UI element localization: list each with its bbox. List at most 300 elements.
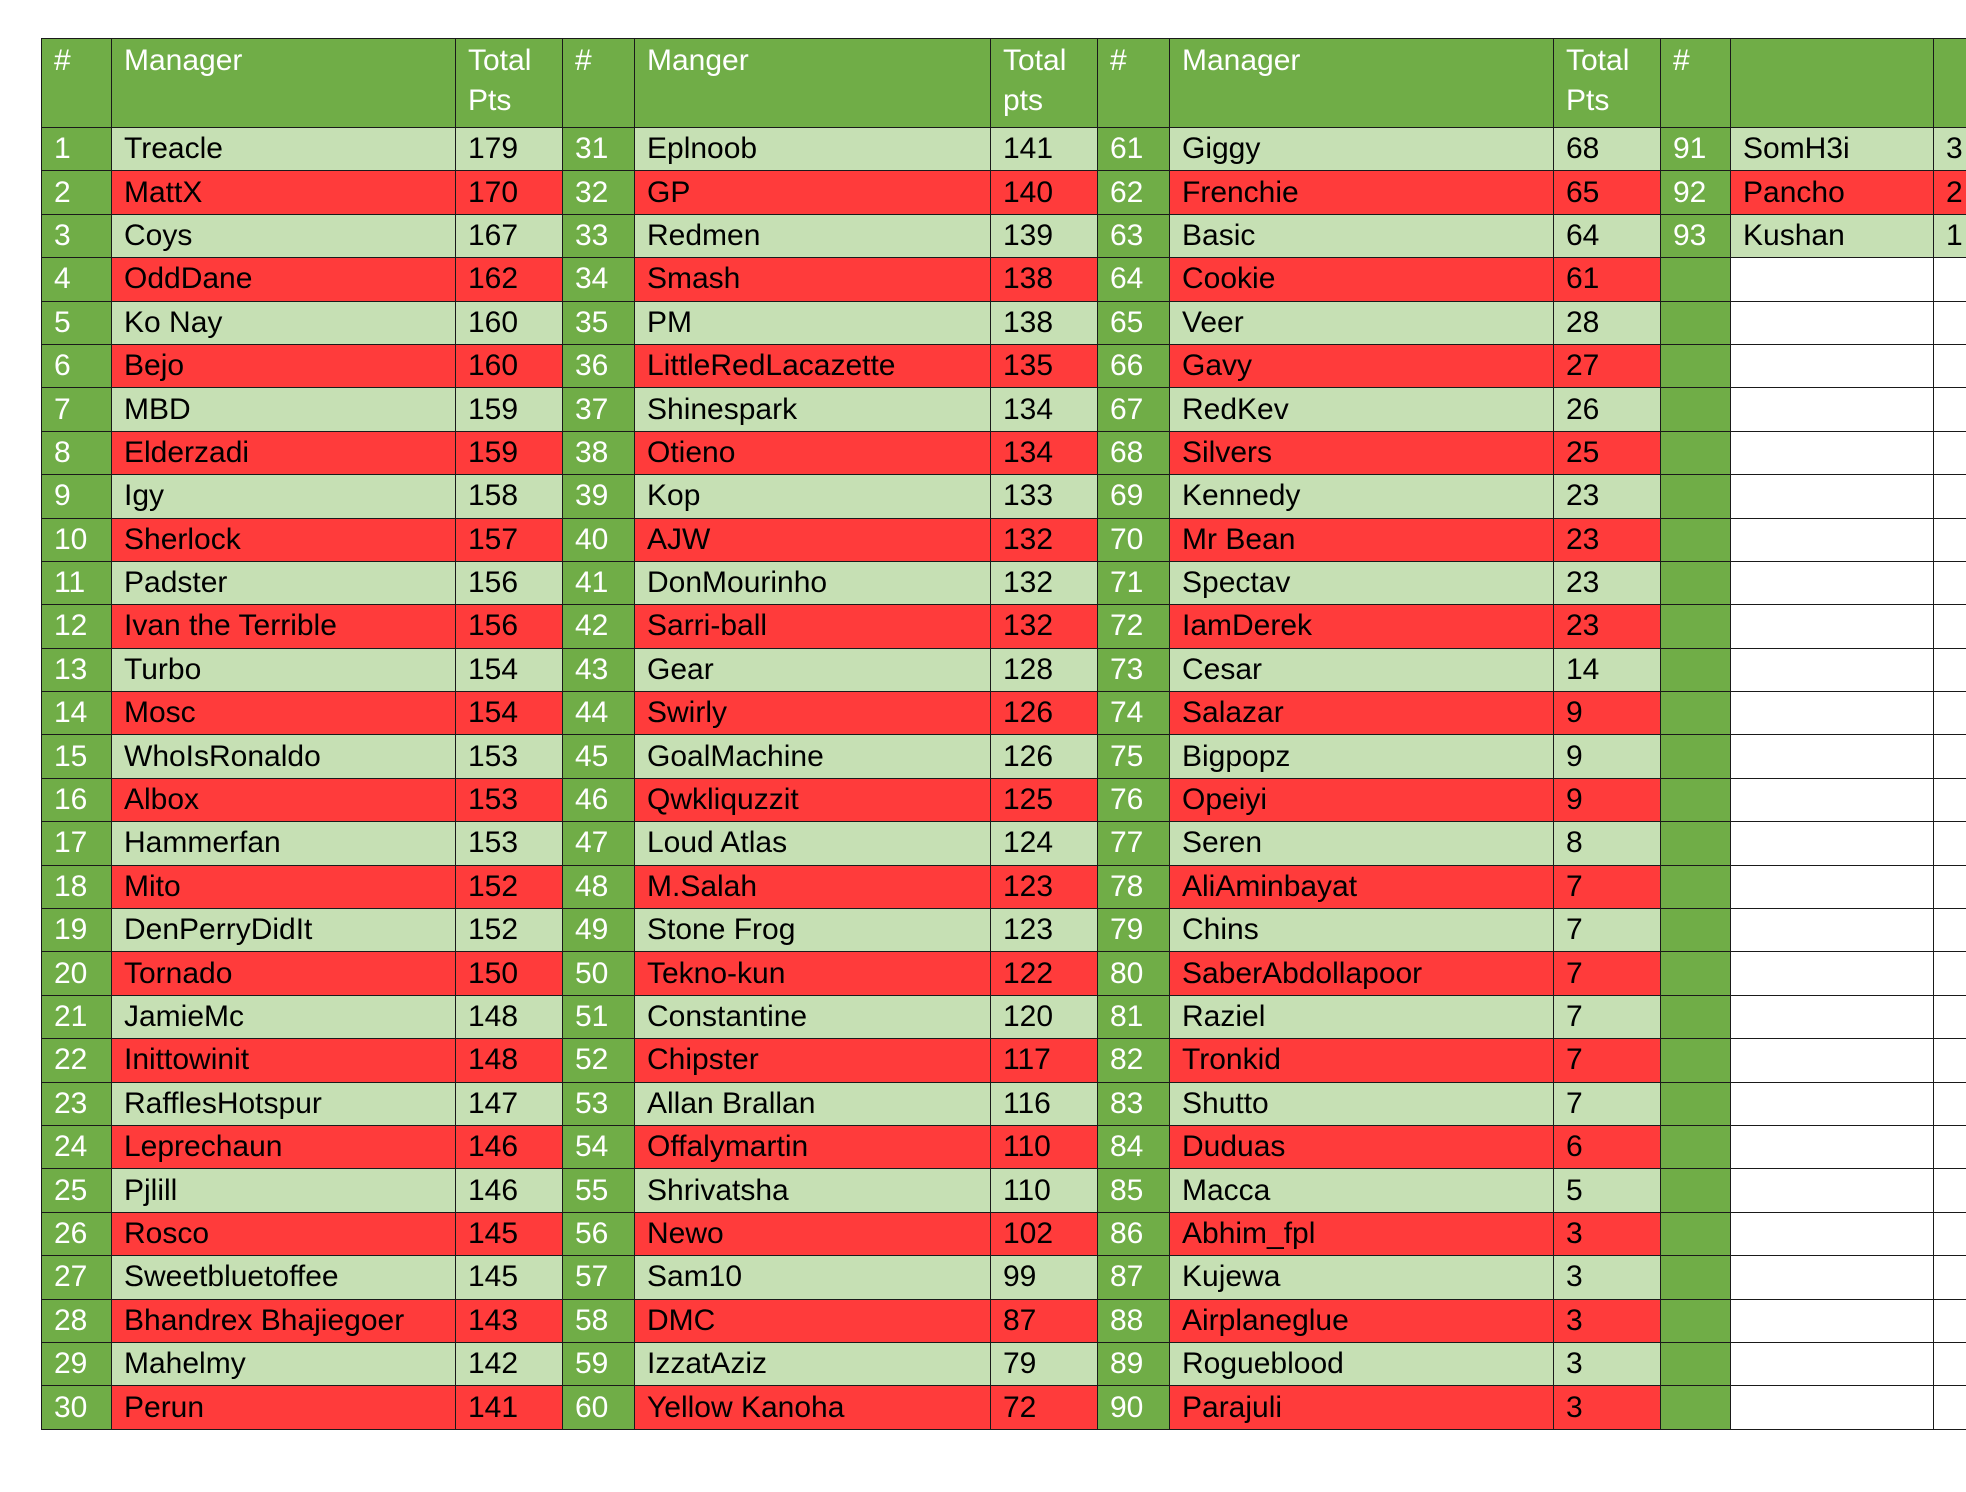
points-cell: 147 [456, 1082, 563, 1125]
points-cell: 153 [456, 735, 563, 778]
manager-cell: Salazar [1170, 692, 1554, 735]
empty-cell [1731, 1386, 1934, 1429]
points-cell: 158 [456, 475, 563, 518]
rank-cell: 31 [563, 128, 635, 171]
empty-cell [1731, 692, 1934, 735]
points-cell: 152 [456, 865, 563, 908]
empty-cell [1934, 1169, 1966, 1212]
rank-cell: 19 [42, 909, 112, 952]
manager-cell: DonMourinho [635, 561, 991, 604]
empty-cell [1661, 1299, 1731, 1342]
points-cell: 123 [991, 909, 1098, 952]
manager-cell: Spectav [1170, 561, 1554, 604]
table-row [42, 1039, 1966, 1082]
manager-cell: Rosco [112, 1212, 456, 1255]
rank-cell: 80 [1098, 952, 1170, 995]
points-cell: 170 [456, 171, 563, 214]
rank-cell: 63 [1098, 214, 1170, 257]
empty-cell [1731, 344, 1934, 387]
points-cell: 72 [991, 1386, 1098, 1429]
rank-cell: 86 [1098, 1212, 1170, 1255]
rank-cell: 57 [563, 1256, 635, 1299]
points-cell: 152 [456, 909, 563, 952]
rank-cell: 84 [1098, 1125, 1170, 1168]
manager-cell: Raziel [1170, 995, 1554, 1038]
empty-cell [1934, 1256, 1966, 1299]
points-cell: 148 [456, 1039, 563, 1082]
rank-cell: 73 [1098, 648, 1170, 691]
points-cell: 159 [456, 388, 563, 431]
manager-cell: Chins [1170, 909, 1554, 952]
empty-cell [1934, 344, 1966, 387]
table-row [42, 1125, 1966, 1168]
empty-cell [1934, 258, 1966, 301]
points-cell: 146 [456, 1169, 563, 1212]
points-cell: 132 [991, 518, 1098, 561]
points-cell: 124 [991, 822, 1098, 865]
manager-cell: IamDerek [1170, 605, 1554, 648]
empty-cell [1661, 909, 1731, 952]
empty-cell [1661, 258, 1731, 301]
manager-cell: MBD [112, 388, 456, 431]
manager-cell: M.Salah [635, 865, 991, 908]
rank-cell: 92 [1661, 171, 1731, 214]
points-cell: 5 [1554, 1169, 1661, 1212]
empty-cell [1934, 822, 1966, 865]
rank-cell: 10 [42, 518, 112, 561]
manager-cell: Cesar [1170, 648, 1554, 691]
table-row [42, 518, 1966, 561]
rank-cell: 17 [42, 822, 112, 865]
points-cell: 133 [991, 475, 1098, 518]
points-cell: 140 [991, 171, 1098, 214]
manager-cell: Sam10 [635, 1256, 991, 1299]
header-rank-1: # [42, 39, 112, 128]
rank-cell: 22 [42, 1039, 112, 1082]
rank-cell: 21 [42, 995, 112, 1038]
empty-cell [1934, 648, 1966, 691]
points-cell: 9 [1554, 735, 1661, 778]
points-cell: 3 [1554, 1256, 1661, 1299]
points-cell: 7 [1554, 1082, 1661, 1125]
empty-cell [1731, 778, 1934, 821]
empty-cell [1661, 475, 1731, 518]
empty-cell [1934, 1386, 1966, 1429]
header-rank-4: # [1661, 39, 1731, 128]
empty-cell [1934, 735, 1966, 778]
empty-cell [1731, 865, 1934, 908]
header-row [42, 39, 1966, 128]
empty-cell [1661, 605, 1731, 648]
empty-cell [1934, 605, 1966, 648]
table-body [42, 128, 1966, 1430]
manager-cell: Shinespark [635, 388, 991, 431]
manager-cell: Pjlill [112, 1169, 456, 1212]
rank-cell: 38 [563, 431, 635, 474]
manager-cell: Kop [635, 475, 991, 518]
points-cell: 126 [991, 692, 1098, 735]
points-cell: 143 [456, 1299, 563, 1342]
manager-cell: JamieMc [112, 995, 456, 1038]
table-row [42, 952, 1966, 995]
manager-cell: Shutto [1170, 1082, 1554, 1125]
empty-cell [1731, 1082, 1934, 1125]
empty-cell [1661, 1256, 1731, 1299]
manager-cell: Redmen [635, 214, 991, 257]
empty-cell [1731, 301, 1934, 344]
manager-cell: Chipster [635, 1039, 991, 1082]
empty-cell [1934, 1082, 1966, 1125]
empty-cell [1731, 1256, 1934, 1299]
manager-cell: Basic [1170, 214, 1554, 257]
rank-cell: 85 [1098, 1169, 1170, 1212]
manager-cell: GP [635, 171, 991, 214]
manager-cell: Qwkliquzzit [635, 778, 991, 821]
rank-cell: 30 [42, 1386, 112, 1429]
rank-cell: 64 [1098, 258, 1170, 301]
manager-cell: Shrivatsha [635, 1169, 991, 1212]
header-rank-2: # [563, 39, 635, 128]
manager-cell: Bhandrex Bhajiegoer [112, 1299, 456, 1342]
manager-cell: IzzatAziz [635, 1342, 991, 1385]
empty-cell [1731, 909, 1934, 952]
table-row [42, 1299, 1966, 1342]
manager-cell: Smash [635, 258, 991, 301]
table-row [42, 431, 1966, 474]
empty-cell [1661, 1039, 1731, 1082]
manager-cell: Padster [112, 561, 456, 604]
empty-cell [1934, 909, 1966, 952]
manager-cell: SaberAbdollapoor [1170, 952, 1554, 995]
points-cell: 150 [456, 952, 563, 995]
rank-cell: 36 [563, 344, 635, 387]
empty-cell [1934, 1299, 1966, 1342]
manager-cell: DMC [635, 1299, 991, 1342]
manager-cell: PM [635, 301, 991, 344]
rank-cell: 42 [563, 605, 635, 648]
manager-cell: SomH3i [1731, 128, 1934, 171]
manager-cell: Perun [112, 1386, 456, 1429]
points-cell: 135 [991, 344, 1098, 387]
points-cell: 134 [991, 388, 1098, 431]
rank-cell: 8 [42, 431, 112, 474]
manager-cell: Constantine [635, 995, 991, 1038]
rank-cell: 4 [42, 258, 112, 301]
manager-cell: Bejo [112, 344, 456, 387]
manager-cell: Macca [1170, 1169, 1554, 1212]
rank-cell: 47 [563, 822, 635, 865]
manager-cell: Bigpopz [1170, 735, 1554, 778]
points-cell: 139 [991, 214, 1098, 257]
rank-cell: 62 [1098, 171, 1170, 214]
manager-cell: RafflesHotspur [112, 1082, 456, 1125]
rank-cell: 11 [42, 561, 112, 604]
manager-cell: Giggy [1170, 128, 1554, 171]
points-cell: 23 [1554, 518, 1661, 561]
points-cell: 7 [1554, 952, 1661, 995]
empty-cell [1731, 388, 1934, 431]
manager-cell: Treacle [112, 128, 456, 171]
manager-cell: Hammerfan [112, 822, 456, 865]
manager-cell: Mahelmy [112, 1342, 456, 1385]
manager-cell: Kujewa [1170, 1256, 1554, 1299]
rank-cell: 75 [1098, 735, 1170, 778]
rank-cell: 79 [1098, 909, 1170, 952]
empty-cell [1934, 1342, 1966, 1385]
table-row [42, 171, 1966, 214]
points-cell: 110 [991, 1169, 1098, 1212]
empty-cell [1661, 431, 1731, 474]
rank-cell: 27 [42, 1256, 112, 1299]
rank-cell: 87 [1098, 1256, 1170, 1299]
manager-cell: Frenchie [1170, 171, 1554, 214]
empty-cell [1731, 518, 1934, 561]
manager-cell: Turbo [112, 648, 456, 691]
rank-cell: 28 [42, 1299, 112, 1342]
empty-cell [1731, 258, 1934, 301]
manager-cell: Gear [635, 648, 991, 691]
rank-cell: 33 [563, 214, 635, 257]
rank-cell: 41 [563, 561, 635, 604]
empty-cell [1934, 431, 1966, 474]
points-cell: 23 [1554, 475, 1661, 518]
manager-cell: Veer [1170, 301, 1554, 344]
manager-cell: Mr Bean [1170, 518, 1554, 561]
rank-cell: 89 [1098, 1342, 1170, 1385]
points-cell: 28 [1554, 301, 1661, 344]
rank-cell: 53 [563, 1082, 635, 1125]
empty-cell [1934, 301, 1966, 344]
rank-cell: 14 [42, 692, 112, 735]
rank-cell: 50 [563, 952, 635, 995]
table-row [42, 865, 1966, 908]
points-cell: 79 [991, 1342, 1098, 1385]
manager-cell: AliAminbayat [1170, 865, 1554, 908]
table-row [42, 344, 1966, 387]
empty-cell [1731, 605, 1934, 648]
points-cell: 145 [456, 1212, 563, 1255]
manager-cell: RedKev [1170, 388, 1554, 431]
manager-cell: DenPerryDidIt [112, 909, 456, 952]
table-row [42, 561, 1966, 604]
manager-cell: LittleRedLacazette [635, 344, 991, 387]
rank-cell: 81 [1098, 995, 1170, 1038]
empty-cell [1731, 995, 1934, 1038]
points-cell: 116 [991, 1082, 1098, 1125]
points-cell: 7 [1554, 909, 1661, 952]
manager-cell: Offalymartin [635, 1125, 991, 1168]
points-cell: 117 [991, 1039, 1098, 1082]
empty-cell [1661, 692, 1731, 735]
table-row [42, 1169, 1966, 1212]
manager-cell: Duduas [1170, 1125, 1554, 1168]
points-cell: 128 [991, 648, 1098, 691]
empty-cell [1934, 1212, 1966, 1255]
empty-cell [1731, 822, 1934, 865]
rank-cell: 93 [1661, 214, 1731, 257]
manager-cell: Kennedy [1170, 475, 1554, 518]
points-cell: 146 [456, 1125, 563, 1168]
points-cell: 9 [1554, 778, 1661, 821]
rank-cell: 82 [1098, 1039, 1170, 1082]
manager-cell: GoalMachine [635, 735, 991, 778]
rank-cell: 3 [42, 214, 112, 257]
table-row [42, 735, 1966, 778]
rank-cell: 23 [42, 1082, 112, 1125]
rank-cell: 34 [563, 258, 635, 301]
points-cell: 102 [991, 1212, 1098, 1255]
table-row [42, 822, 1966, 865]
empty-cell [1731, 1125, 1934, 1168]
points-cell: 9 [1554, 692, 1661, 735]
empty-cell [1731, 648, 1934, 691]
table-row [42, 1212, 1966, 1255]
rank-cell: 45 [563, 735, 635, 778]
empty-cell [1661, 995, 1731, 1038]
rank-cell: 46 [563, 778, 635, 821]
points-cell: 65 [1554, 171, 1661, 214]
manager-cell: Abhim_fpl [1170, 1212, 1554, 1255]
rank-cell: 61 [1098, 128, 1170, 171]
table-row [42, 605, 1966, 648]
empty-cell [1731, 475, 1934, 518]
rank-cell: 88 [1098, 1299, 1170, 1342]
points-cell: 162 [456, 258, 563, 301]
manager-cell: Coys [112, 214, 456, 257]
manager-cell: Opeiyi [1170, 778, 1554, 821]
rank-cell: 9 [42, 475, 112, 518]
manager-cell: Otieno [635, 431, 991, 474]
points-cell: 156 [456, 605, 563, 648]
manager-cell: Allan Brallan [635, 1082, 991, 1125]
points-cell: 157 [456, 518, 563, 561]
header-points-3: Total Pts [1554, 39, 1661, 128]
rank-cell: 20 [42, 952, 112, 995]
rank-cell: 48 [563, 865, 635, 908]
rank-cell: 91 [1661, 128, 1731, 171]
points-cell: 153 [456, 778, 563, 821]
empty-cell [1731, 952, 1934, 995]
points-cell: 167 [456, 214, 563, 257]
rank-cell: 26 [42, 1212, 112, 1255]
table-row [42, 995, 1966, 1038]
points-cell: 154 [456, 648, 563, 691]
points-cell: 61 [1554, 258, 1661, 301]
empty-cell [1934, 1125, 1966, 1168]
manager-cell: Seren [1170, 822, 1554, 865]
points-cell: 2 [1934, 171, 1966, 214]
manager-cell: OddDane [112, 258, 456, 301]
empty-cell [1731, 1299, 1934, 1342]
rank-cell: 66 [1098, 344, 1170, 387]
points-cell: 27 [1554, 344, 1661, 387]
rank-cell: 52 [563, 1039, 635, 1082]
table-row [42, 778, 1966, 821]
rank-cell: 15 [42, 735, 112, 778]
manager-cell: Ko Nay [112, 301, 456, 344]
empty-cell [1731, 1212, 1934, 1255]
points-cell: 145 [456, 1256, 563, 1299]
empty-cell [1934, 778, 1966, 821]
empty-cell [1661, 952, 1731, 995]
rank-cell: 71 [1098, 561, 1170, 604]
empty-cell [1661, 518, 1731, 561]
points-cell: 160 [456, 344, 563, 387]
manager-cell: Albox [112, 778, 456, 821]
empty-cell [1934, 388, 1966, 431]
rank-cell: 54 [563, 1125, 635, 1168]
header-manager-4 [1731, 39, 1934, 128]
rank-cell: 40 [563, 518, 635, 561]
manager-cell: Tornado [112, 952, 456, 995]
rank-cell: 55 [563, 1169, 635, 1212]
table-row [42, 475, 1966, 518]
points-cell: 3 [1554, 1386, 1661, 1429]
rank-cell: 69 [1098, 475, 1170, 518]
points-cell: 3 [1554, 1342, 1661, 1385]
empty-cell [1934, 692, 1966, 735]
table-row [42, 301, 1966, 344]
rank-cell: 90 [1098, 1386, 1170, 1429]
points-cell: 179 [456, 128, 563, 171]
rank-cell: 16 [42, 778, 112, 821]
empty-cell [1661, 778, 1731, 821]
manager-cell: Tronkid [1170, 1039, 1554, 1082]
points-cell: 26 [1554, 388, 1661, 431]
manager-cell: Stone Frog [635, 909, 991, 952]
empty-cell [1661, 301, 1731, 344]
rank-cell: 68 [1098, 431, 1170, 474]
rank-cell: 67 [1098, 388, 1170, 431]
manager-cell: Airplaneglue [1170, 1299, 1554, 1342]
manager-cell: Loud Atlas [635, 822, 991, 865]
manager-cell: MattX [112, 171, 456, 214]
points-cell: 120 [991, 995, 1098, 1038]
points-cell: 160 [456, 301, 563, 344]
points-cell: 8 [1554, 822, 1661, 865]
rank-cell: 51 [563, 995, 635, 1038]
rank-cell: 25 [42, 1169, 112, 1212]
empty-cell [1661, 735, 1731, 778]
rank-cell: 32 [563, 171, 635, 214]
manager-cell: Sarri-ball [635, 605, 991, 648]
rank-cell: 58 [563, 1299, 635, 1342]
rank-cell: 72 [1098, 605, 1170, 648]
rank-cell: 78 [1098, 865, 1170, 908]
header-points-4 [1934, 39, 1966, 128]
points-cell: 7 [1554, 995, 1661, 1038]
manager-cell: Sweetbluetoffee [112, 1256, 456, 1299]
manager-cell: Leprechaun [112, 1125, 456, 1168]
table-row [42, 258, 1966, 301]
rank-cell: 5 [42, 301, 112, 344]
table-row [42, 909, 1966, 952]
empty-cell [1934, 1039, 1966, 1082]
empty-cell [1661, 822, 1731, 865]
manager-cell: Eplnoob [635, 128, 991, 171]
manager-cell: Igy [112, 475, 456, 518]
points-cell: 159 [456, 431, 563, 474]
header-manager-3: Manager [1170, 39, 1554, 128]
manager-cell: AJW [635, 518, 991, 561]
rank-cell: 59 [563, 1342, 635, 1385]
manager-cell: Sherlock [112, 518, 456, 561]
points-cell: 14 [1554, 648, 1661, 691]
table-row [42, 388, 1966, 431]
empty-cell [1661, 1342, 1731, 1385]
empty-cell [1731, 431, 1934, 474]
manager-cell: Mosc [112, 692, 456, 735]
